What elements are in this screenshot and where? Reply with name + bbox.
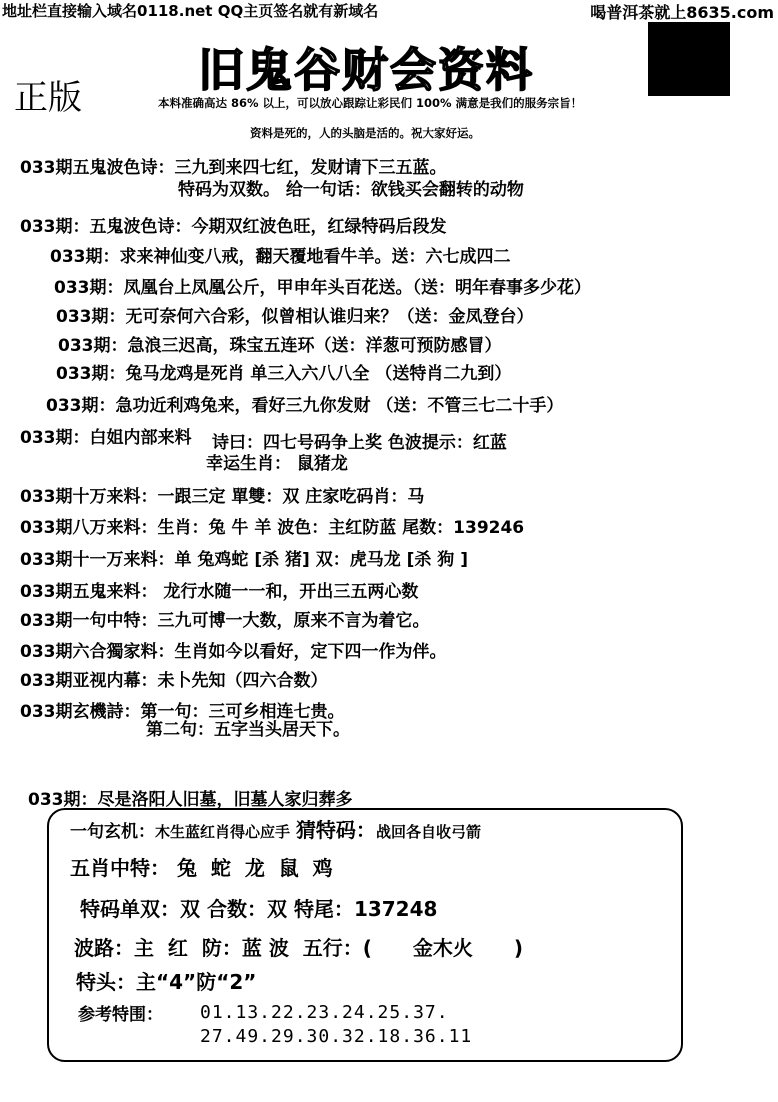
riddle-label: 一句玄机： bbox=[70, 822, 155, 842]
reference-label: 参考特围： bbox=[78, 1005, 163, 1025]
head-row bbox=[76, 966, 256, 995]
top-left-banner: 地址栏直接输入域名0118.net QQ主页签名就有新域名 bbox=[2, 2, 379, 20]
five-zodiac-text: 兔 蛇 龙 鼠 鸡 bbox=[176, 856, 333, 880]
line-9b: 诗曰：四七号码争上奖 色波提示：红蓝 bbox=[212, 433, 507, 453]
line-5: 033期：无可奈何六合彩，似曾相认谁归来？（送：金凤登台） bbox=[56, 307, 534, 327]
reference-line-1: 01.13.22.23.24.25.37. bbox=[200, 1002, 449, 1023]
line-11: 033期八万来料：生肖：兔 牛 羊 波色：主红防蓝 尾数：139246 bbox=[20, 518, 525, 538]
head-label: 特头： bbox=[76, 970, 136, 994]
riddle-text: 木生蓝红肖得心应手 bbox=[155, 823, 291, 841]
line-1b: 特码为双数。 给一句话：欲钱买会翻转的动物 bbox=[178, 180, 524, 200]
line-12: 033期十一万来料：单 兔鸡蛇 [杀 猪] 双：虎马龙 [杀 狗 ] bbox=[20, 550, 468, 570]
line-2: 033期：五鬼波色诗：今期双红波色旺，红绿特码后段发 bbox=[20, 217, 447, 237]
line-1a: 033期五鬼波色诗：三九到来四七红，发财请下三五蓝。 bbox=[20, 158, 447, 178]
page-title: 旧鬼谷财会资料 bbox=[198, 43, 534, 97]
line-4: 033期：凤凰台上凤凰公斤，甲申年头百花送。（送：明年春事多少花） bbox=[54, 278, 591, 298]
line-17a: 033期玄機詩：第一句：三可乡相连七贵。 bbox=[20, 702, 345, 722]
reference-line-2: 27.49.29.30.32.18.36.11 bbox=[200, 1026, 473, 1047]
top-right-banner: 喝普洱茶就上8635.com bbox=[590, 3, 774, 22]
riddle-row bbox=[70, 814, 481, 843]
line-3: 033期：求来神仙变八戒，翻天覆地看牛羊。送：六七成四二 bbox=[50, 247, 511, 267]
sum-label: 合数： bbox=[206, 897, 267, 921]
odd-even-label: 特码单双： bbox=[80, 897, 180, 921]
tail-label: 特尾： bbox=[293, 897, 354, 921]
tail-value: 137248 bbox=[353, 897, 438, 921]
guess-label: 猜特码： bbox=[295, 818, 376, 842]
line-8: 033期：急功近利鸡兔来，看好三九你发财 （送：不管三七二十手） bbox=[46, 396, 564, 416]
subtitle-luck: 资料是死的，人的头脑是活的。祝大家好运。 bbox=[250, 126, 480, 140]
line-13: 033期五鬼来料： 龙行水随一一和，开出三五两心数 bbox=[20, 582, 419, 602]
wave-row bbox=[74, 932, 523, 961]
line-18: 033期：尽是洛阳人旧墓，旧墓人家归葬多 bbox=[28, 790, 353, 810]
guess-text: 战回各自收弓箭 bbox=[375, 823, 481, 841]
head-text: 主“4”防“2” bbox=[136, 970, 257, 994]
line-7: 033期：兔马龙鸡是死肖 单三入六八八全 （送特肖二九到） bbox=[56, 364, 512, 384]
line-14: 033期一句中特：三九可博一大数，原来不言为着它。 bbox=[20, 611, 430, 631]
subtitle-accuracy: 本料准确高达 86% 以上，可以放心跟踪让彩民们 100% 满意是我们的服务宗旨！ bbox=[158, 96, 583, 110]
line-17b: 第二句：五字当头居天下。 bbox=[146, 720, 350, 740]
wave-label: 波路： bbox=[74, 936, 134, 960]
wave-text: 主 红 防：蓝 bbox=[134, 936, 262, 960]
line-16: 033期亚视内幕：未卜先知（四六合数） bbox=[20, 671, 328, 691]
five-zodiac-label: 五肖中特： bbox=[70, 856, 170, 880]
line-6: 033期：急浪三迟高，珠宝五连环（送：洋葱可预防感冒） bbox=[58, 336, 502, 356]
element-close: ) bbox=[513, 936, 523, 960]
edition-label: 正版 bbox=[14, 78, 82, 118]
element-value: 金木火 bbox=[412, 936, 473, 960]
sum-value: 双 bbox=[266, 897, 287, 921]
element-label: 波 五行：( bbox=[268, 936, 372, 960]
line-10: 033期十万来料：一跟三定 單雙：双 庄家吃码肖：马 bbox=[20, 487, 425, 507]
line-15: 033期六合獨家料：生肖如今以看好，定下四一作为伴。 bbox=[20, 642, 447, 662]
line-9a: 033期：白姐内部来料 bbox=[20, 428, 192, 448]
line-9c: 幸运生肖： 鼠猪龙 bbox=[206, 454, 348, 474]
five-zodiac-row bbox=[70, 852, 333, 881]
odd-even-value: 双 bbox=[180, 897, 200, 921]
black-block bbox=[648, 22, 730, 96]
odd-even-row bbox=[80, 893, 437, 922]
